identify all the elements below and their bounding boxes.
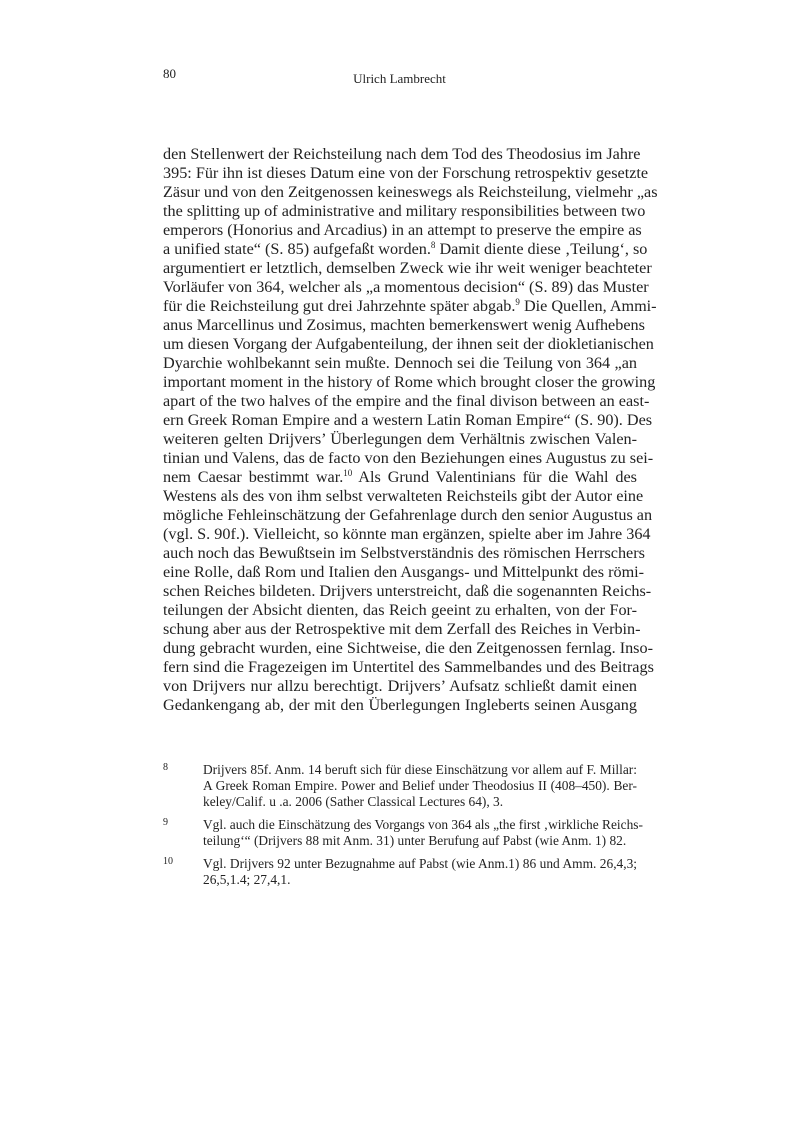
footnote-line: Drijvers 85f. Anm. 14 beruft sich für diese Einschätzung vor allem auf F. Millar: <box>203 762 637 777</box>
text-line <box>163 316 645 335</box>
footnote-marker[interactable]: 9 <box>515 297 520 307</box>
footnote-line: keley/Calif. u .a. 2006 (Sather Classical Lectures 64), 3. <box>203 794 504 809</box>
text-segment: Dyarchie wohlbekannt sein mußte. Dennoch sei die Teilung von 364 „an <box>163 354 637 372</box>
text-line <box>163 601 637 620</box>
text-line <box>163 506 653 525</box>
text-line <box>163 392 650 411</box>
footnote-number: 10 <box>163 856 173 867</box>
footnote-text <box>203 817 643 849</box>
text-segment: (vgl. S. 90f.). Vielleicht, so könnte man ergänzen, spielte aber im Jahre 364 <box>163 525 651 543</box>
text-segment: 395: Für ihn ist dieses Datum eine von der Forschung retrospektiv gesetzte <box>163 164 649 182</box>
text-line <box>163 563 645 582</box>
footnote-line: Vgl. Drijvers 92 unter Bezugnahme auf Pabst (wie Anm.1) 86 und Amm. 26,4,3; <box>203 856 637 871</box>
footnote-line: A Greek Roman Empire. Power and Belief under Theodosius II (408–450). Ber- <box>203 778 637 793</box>
text-segment: Gedankengang ab, der mit den Überlegungen Ingleberts seinen Ausgang <box>163 696 637 714</box>
text-line <box>163 525 651 544</box>
text-segment: a unified state“ (S. 85) aufgefaßt worden. <box>163 240 431 258</box>
text-line <box>163 354 637 373</box>
text-segment: weiteren gelten Drijvers’ Überlegungen dem Verhältnis zwischen Valen- <box>163 430 637 448</box>
text-segment: für die Reichsteilung gut drei Jahrzehnte später abgab. <box>163 297 516 315</box>
text-line <box>163 696 637 715</box>
text-segment: Damit diente diese ‚Teilung‘, so <box>435 240 648 258</box>
text-line <box>163 639 653 658</box>
text-line <box>163 411 653 430</box>
text-segment: auch noch das Bewußtsein im Selbstverständnis des römischen Herrschers <box>163 544 645 562</box>
footnotes <box>163 762 643 895</box>
text-segment: apart of the two halves of the empire and the final divison between an east- <box>163 392 650 410</box>
text-segment: emperors (Honorius and Arcadius) in an attempt to preserve the empire as <box>163 221 642 239</box>
footnote-marker[interactable]: 8 <box>430 240 436 250</box>
text-segment: um diesen Vorgang der Aufgabenteilung, der ihnen seit der diokletianischen <box>163 335 654 353</box>
text-segment: Vorläufer von 364, welcher als „a momentous decision“ (S. 89) das Muster <box>163 278 649 296</box>
text-line <box>163 658 654 677</box>
footnote <box>163 762 637 810</box>
text-line <box>163 278 649 297</box>
text-segment: mögliche Fehleinschätzung der Gefahrenlage durch den senior Augustus an <box>163 506 653 524</box>
text-line <box>163 202 646 221</box>
footnote <box>163 856 637 888</box>
text-segment: dung gebracht wurden, eine Sichtweise, die den Zeitgenossen fernlag. Inso- <box>163 639 653 657</box>
text-line <box>163 544 645 563</box>
text-segment: nem Caesar bestimmt war. <box>163 468 344 486</box>
text-line <box>163 335 654 354</box>
footnote-line: 26,5,1.4; 27,4,1. <box>203 872 291 887</box>
text-segment: Westens als des von ihm selbst verwalteten Reichsteils gibt der Autor eine <box>163 487 644 505</box>
text-segment: the splitting up of administrative and military responsibilities between two <box>163 202 646 220</box>
text-segment: den Stellenwert der Reichsteilung nach dem Tod des Theodosius im Jahre <box>163 145 641 163</box>
text-line <box>163 582 652 601</box>
footnote-marker[interactable]: 10 <box>343 468 353 478</box>
body-text <box>163 145 658 715</box>
text-line <box>163 259 652 278</box>
text-segment: anus Marcellinus und Zosimus, machten bemerkenswert wenig Aufhebens <box>163 316 645 334</box>
text-segment: argumentiert er letztlich, demselben Zweck wie ihr weit weniger beachteter <box>163 259 652 277</box>
text-segment: von Drijvers nur allzu berechtigt. Drijvers’ Aufsatz schließt damit einen <box>163 677 637 695</box>
running-title: Ulrich Lambrecht <box>353 71 446 86</box>
text-line <box>163 487 644 506</box>
text-segment: schen Reiches bildeten. Drijvers unterstreicht, daß die sogenannten Reichs- <box>163 582 652 600</box>
text-line <box>163 221 642 240</box>
text-segment: schung aber aus der Retrospektive mit dem Zerfall des Reiches in Verbin- <box>163 620 641 638</box>
footnote-number: 8 <box>163 762 168 773</box>
text-segment: eine Rolle, daß Rom und Italien den Ausgangs- und Mittelpunkt des römi- <box>163 563 645 581</box>
footnote-number: 9 <box>163 817 168 828</box>
text-line <box>163 449 654 468</box>
footnote-line: Vgl. auch die Einschätzung des Vorgangs von 364 als „the first ‚wirkliche Reichs- <box>203 817 643 832</box>
text-segment: tinian und Valens, das de facto von den Beziehungen eines Augustus zu sei- <box>163 449 654 467</box>
text-line <box>163 373 656 392</box>
text-segment: Zäsur und von den Zeitgenossen keineswegs als Reichsteilung, vielmehr „as <box>163 183 658 201</box>
text-line <box>163 183 658 202</box>
footnote-line: teilung‘“ (Drijvers 88 mit Anm. 31) unter Berufung auf Pabst (wie Anm. 1) 82. <box>203 833 627 848</box>
text-segment: important moment in the history of Rome which brought closer the growing <box>163 373 656 391</box>
text-segment: ern Greek Roman Empire and a western Latin Roman Empire“ (S. 90). Des <box>163 411 653 429</box>
text-line <box>163 677 637 696</box>
text-segment: teilungen der Absicht dienten, das Reich geeint zu erhalten, von der For- <box>163 601 637 619</box>
text-segment: Die Quellen, Ammi- <box>519 297 657 315</box>
page-number: 80 <box>163 66 176 81</box>
text-line <box>163 145 641 164</box>
text-segment: fern sind die Fragezeigen im Untertitel des Sammelbandes und des Beitrags <box>163 658 654 676</box>
footnote <box>163 817 643 849</box>
text-segment: Als Grund Valentinians für die Wahl des <box>352 468 637 486</box>
text-line <box>163 240 648 259</box>
text-line <box>163 430 637 449</box>
text-line <box>163 468 637 487</box>
text-line <box>163 620 641 639</box>
footnote-text <box>203 762 637 810</box>
text-line <box>163 297 657 316</box>
text-line <box>163 164 649 183</box>
footnote-text <box>203 856 637 888</box>
